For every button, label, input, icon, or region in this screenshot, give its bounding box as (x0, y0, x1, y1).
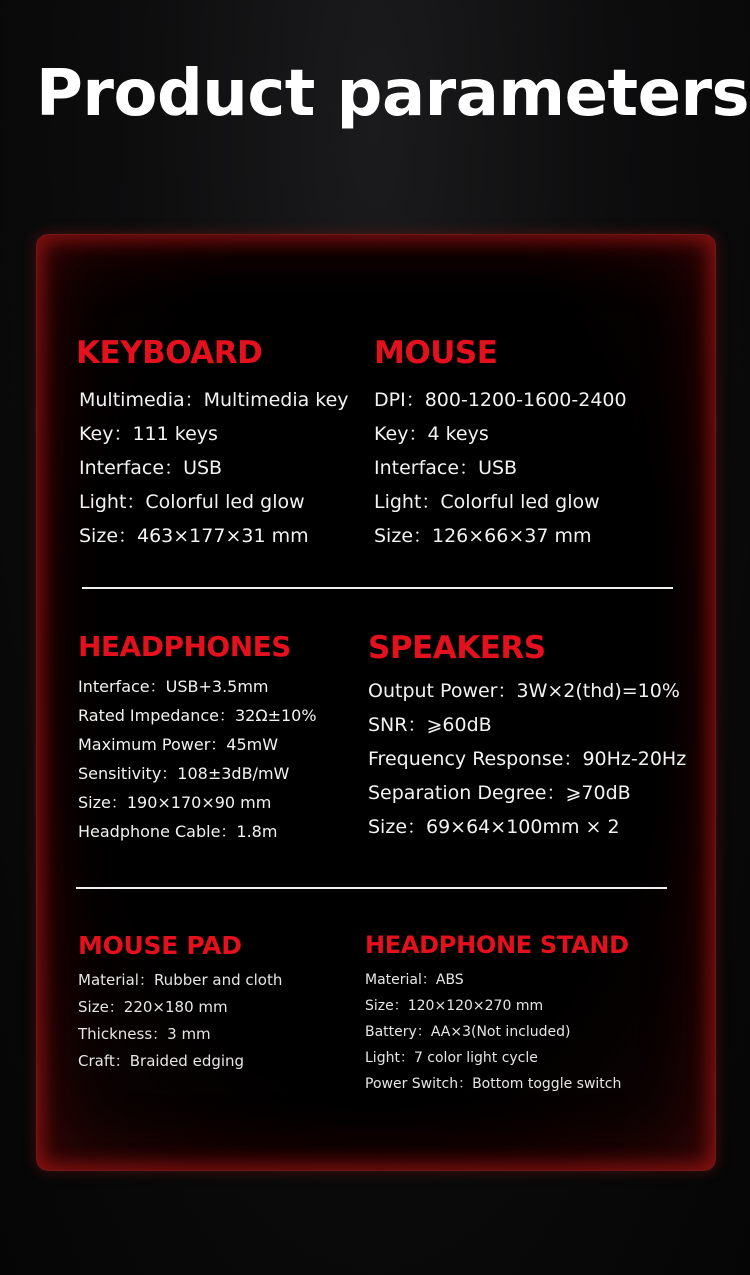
speakers-spec-list (368, 674, 686, 844)
speakers-spec-snr: SNR：⩾60dB (368, 714, 492, 736)
mouse-section (374, 335, 627, 553)
section-divider-bottom (76, 887, 667, 889)
headphone-stand-spec-material: Material：ABS (365, 972, 464, 988)
headphone-stand-spec-light: Light：7 color light cycle (365, 1050, 538, 1066)
mouse-spec-list (374, 383, 627, 553)
headphones-section (78, 630, 317, 846)
speakers-title: SPEAKERS (368, 630, 546, 666)
page-title: Product parameters (36, 57, 750, 131)
mouse-spec-light: Light：Colorful led glow (374, 491, 600, 513)
speakers-spec-frequency: Frequency Response：90Hz-20Hz (368, 748, 687, 770)
headphones-spec-power: Maximum Power：45mW (78, 735, 279, 754)
keyboard-spec-interface: Interface：USB (79, 457, 223, 479)
mouse-pad-spec-thickness: Thickness：3 mm (78, 1025, 211, 1043)
speakers-spec-output-power: Output Power：3W×2(thd)=10% (368, 680, 680, 702)
speakers-section (368, 630, 687, 844)
headphone-stand-spec-power-switch: Power Switch：Bottom toggle switch (365, 1076, 622, 1092)
mouse-title: MOUSE (374, 335, 498, 371)
mouse-pad-section (78, 933, 282, 1075)
mouse-spec-key: Key：4 keys (374, 423, 489, 445)
mouse-pad-spec-size: Size：220×180 mm (78, 998, 228, 1016)
keyboard-spec-key: Key：111 keys (79, 423, 218, 445)
headphone-stand-spec-list (365, 967, 629, 1097)
mouse-pad-spec-material: Material：Rubber and cloth (78, 971, 283, 989)
headphones-spec-impedance: Rated Impedance：32Ω±10% (78, 706, 317, 725)
keyboard-spec-multimedia: Multimedia：Multimedia key (79, 389, 349, 411)
section-divider-top (82, 587, 673, 589)
speakers-spec-size: Size：69×64×100mm × 2 (368, 816, 620, 838)
headphone-stand-spec-battery: Battery：AA×3(Not included) (365, 1024, 571, 1040)
keyboard-section (76, 335, 349, 553)
speakers-spec-separation: Separation Degree：⩾70dB (368, 782, 631, 804)
headphones-spec-list (78, 672, 317, 846)
mouse-pad-spec-list (78, 967, 282, 1075)
mouse-pad-title: MOUSE PAD (78, 931, 242, 960)
mouse-spec-interface: Interface：USB (374, 457, 518, 479)
headphones-spec-size: Size：190×170×90 mm (78, 793, 272, 812)
headphone-stand-spec-size: Size：120×120×270 mm (365, 998, 544, 1014)
mouse-pad-spec-craft: Craft：Braided edging (78, 1052, 245, 1070)
headphones-title: HEADPHONES (78, 630, 291, 663)
keyboard-spec-light: Light：Colorful led glow (79, 491, 305, 513)
keyboard-title: KEYBOARD (76, 335, 263, 371)
keyboard-spec-size: Size：463×177×31 mm (79, 525, 309, 547)
keyboard-spec-list (76, 383, 349, 553)
headphone-stand-title: HEADPHONE STAND (365, 931, 629, 959)
mouse-spec-dpi: DPI：800-1200-1600-2400 (374, 389, 627, 411)
mouse-spec-size: Size：126×66×37 mm (374, 525, 592, 547)
headphones-spec-sensitivity: Sensitivity：108±3dB/mW (78, 764, 290, 783)
headphones-spec-interface: Interface：USB+3.5mm (78, 677, 269, 696)
headphones-spec-cable: Headphone Cable：1.8m (78, 822, 278, 841)
headphone-stand-section (365, 933, 629, 1097)
